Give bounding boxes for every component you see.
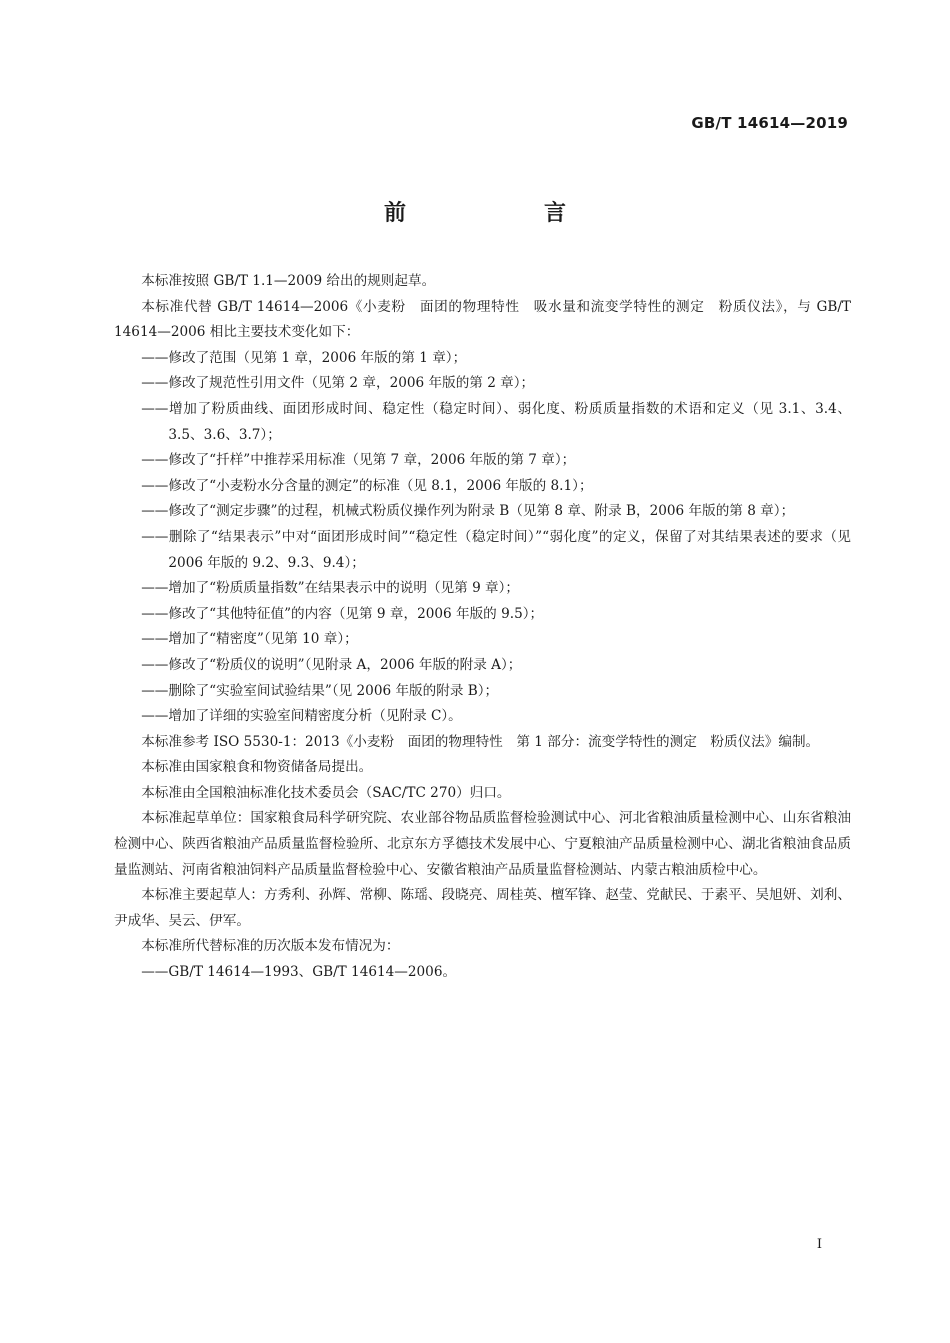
list-item: ——修改了“扦样”中推荐采用标准（见第 7 章，2006 年版的第 7 章）； (141, 452, 576, 469)
paragraph-committee: 本标准由全国粮油标准化技术委员会（SAC/TC 270）归口。 (141, 784, 511, 801)
list-item: ——删除了“结果表示”中对“面团形成时间”“稳定性（稳定时间）”“弱化度”的定义，保留了对其结果表述的要求（见 2006 年版的 9.2、9.3、9.4）； (141, 528, 851, 571)
paragraph-drafting-units: 本标准起草单位：国家粮食局科学研究院、农业部谷物品质监督检验测试中心、河北省粮油质量检测中心、山东省粮油检测中心、陕西省粮油产品质量监督检验所、北京东方孚德技术发展中心、宁夏粮油产品质量检测中心、湖北省粮油食品质量监测站、河南省粮油饲料产品质量监督检验中心、安徽省粮油产品质量监督检测站、内蒙古粮油质检中心。 (114, 810, 851, 878)
standard-number: GB/T 14614—2019 (691, 114, 848, 132)
paragraph-reference: 本标准参考 ISO 5530-1：2013《小麦粉 面团的物理特性 第 1 部分：流变学特性的测定 粉质仪法》编制。 (141, 733, 820, 750)
list-item: ——GB/T 14614—1993、GB/T 14614—2006。 (141, 964, 457, 981)
list-item: ——增加了详细的实验室间精密度分析（见附录 C）。 (141, 708, 462, 725)
list-item: ——修改了规范性引用文件（见第 2 章，2006 年版的第 2 章）； (141, 375, 535, 392)
paragraph-drafters: 本标准主要起草人：方秀利、孙辉、常柳、陈瑶、段晓亮、周桂英、檀军锋、赵莹、党献民、于素平、吴旭妍、刘利、尹成华、吴云、伊军。 (114, 887, 851, 929)
list-item: ——增加了“粉质质量指数”在结果表示中的说明（见第 9 章）； (141, 580, 520, 597)
paragraph-replaces: 本标准代替 GB/T 14614—2006《小麦粉 面团的物理特性 吸水量和流变学特性的测定 粉质仪法》，与 GB/T 14614—2006 相比主要技术变化如下： (114, 298, 851, 341)
list-item: ——删除了“实验室间试验结果”（见 2006 年版的附录 B）； (141, 682, 499, 699)
page-title: 前 言 (383, 201, 624, 226)
list-item: ——修改了“其他特征值”的内容（见第 9 章，2006 年版的 9.5）； (141, 605, 544, 622)
list-item: ——增加了“精密度”（见第 10 章）； (141, 631, 358, 648)
list-item: ——修改了“测定步骤”的过程，机械式粉质仪操作列为附录 B（见第 8 章、附录 B，2006 年版的第 8 章）； (141, 503, 795, 520)
list-item: ——修改了范围（见第 1 章，2006 年版的第 1 章）； (141, 349, 467, 366)
list-item: ——修改了“粉质仪的说明”（见附录 A，2006 年版的附录 A）； (141, 656, 522, 673)
paragraph-drafting-rule: 本标准按照 GB/T 1.1—2009 给出的规则起草。 (141, 273, 436, 289)
paragraph-proposer: 本标准由国家粮食和物资储备局提出。 (141, 759, 373, 776)
page-number: I (816, 1237, 822, 1252)
preface-body (114, 269, 851, 986)
list-item: ——增加了粉质曲线、面团形成时间、稳定性（稳定时间）、弱化度、粉质质量指数的术语和定义（见 3.1、3.4、3.5、3.6、3.7）； (141, 400, 851, 443)
paragraph-history: 本标准所代替标准的历次版本发布情况为： (141, 938, 400, 955)
list-item: ——修改了“小麦粉水分含量的测定”的标准（见 8.1，2006 年版的 8.1）； (141, 477, 593, 494)
